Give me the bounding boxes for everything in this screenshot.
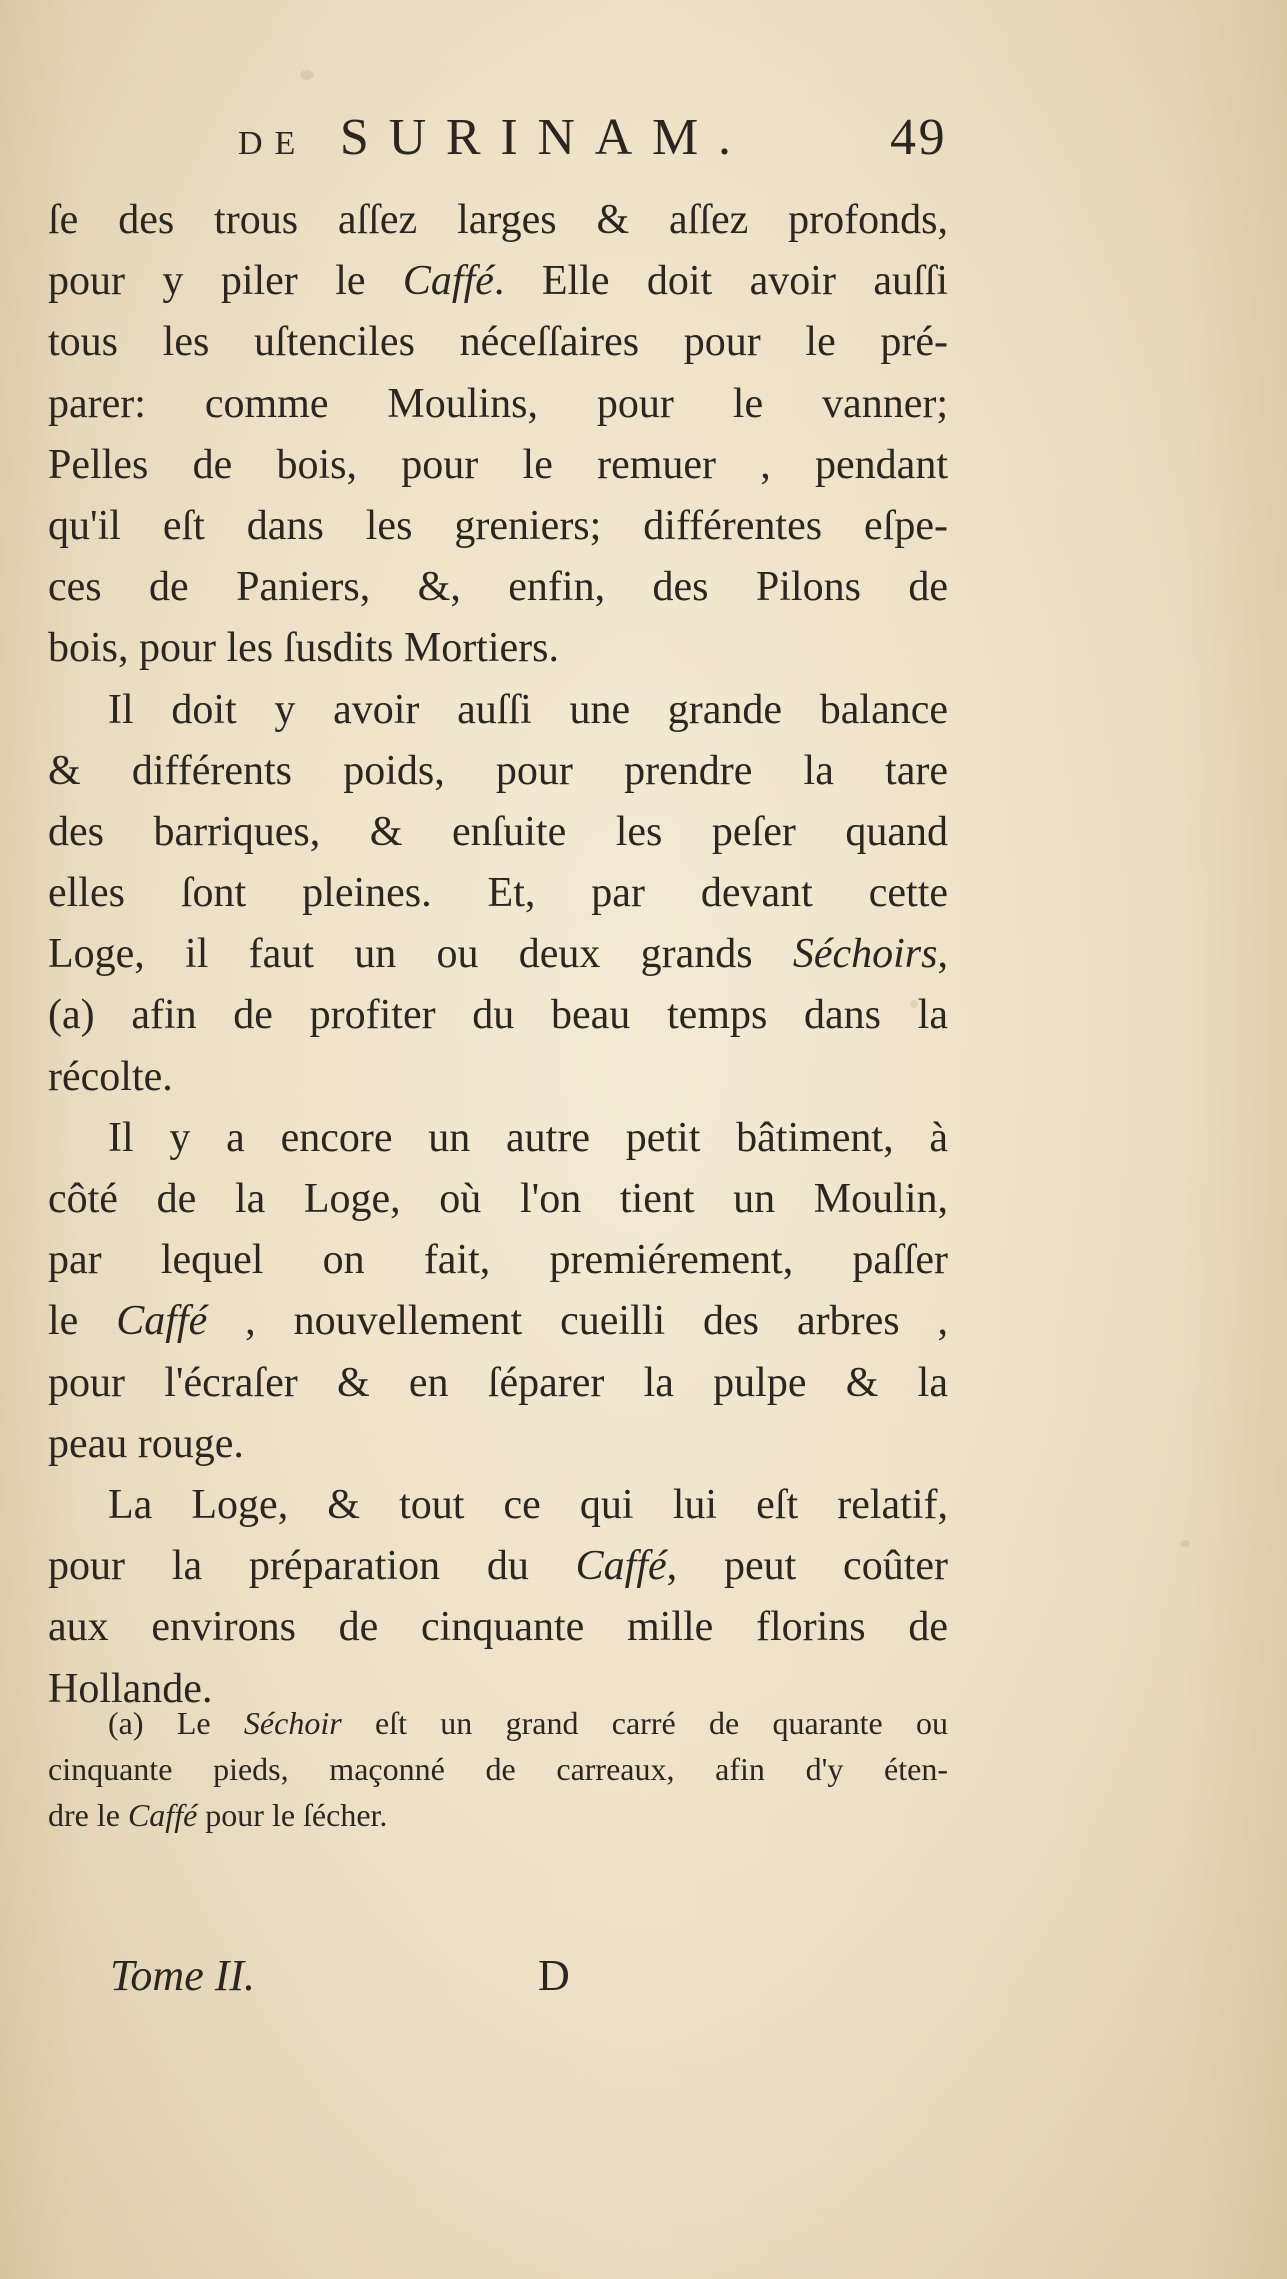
text-line: Il y a encore un autre petit bâtiment, à	[108, 1114, 948, 1161]
text-line: des barriques, & enſuite les peſer quand	[48, 808, 948, 855]
text-line: (a) afin de profiter du beau temps dans la	[48, 992, 948, 1039]
signature-mark: D	[538, 1951, 570, 2000]
footnote	[48, 1700, 948, 1838]
text-line: pour y piler le Caffé. Elle doit avoir auſſi	[48, 258, 948, 305]
footnote-line: (a) Le Séchoir eſt un grand carré de quarante ou	[108, 1705, 949, 1741]
page-number: 49	[890, 109, 948, 166]
text-line: parer: comme Moulins, pour le vanner;	[48, 380, 948, 427]
text-line: côté de la Loge, où l'on tient un Moulin,	[48, 1176, 948, 1222]
running-head-title: SURINAM.	[339, 109, 751, 166]
page-footer	[0, 1950, 1287, 2010]
footnote-line: cinquante pieds, maçonné de carreaux, afin d'y éten-	[48, 1751, 948, 1787]
paper-spot	[300, 70, 314, 80]
running-head	[238, 108, 751, 167]
page-header	[0, 108, 1287, 178]
text-line: & différents poids, pour prendre la tare	[48, 747, 948, 794]
text-line: tous les uſtenciles néceſſaires pour le pré-	[48, 319, 948, 366]
text-line: pour l'écraſer & en ſéparer la pulpe & la	[48, 1359, 948, 1406]
text-line: elles ſont pleines. Et, par devant cette	[48, 870, 948, 917]
text-line: Hollande.	[48, 1665, 213, 1712]
running-head-prefix: DE	[238, 125, 308, 162]
text-line: aux environs de cinquante mille florins de	[48, 1604, 948, 1651]
paper-spot	[1180, 1540, 1190, 1547]
text-line: ſe des trous aſſez larges & aſſez profonds,	[48, 197, 948, 243]
text-line: Il doit y avoir auſſi une grande balance	[108, 686, 948, 733]
text-line: par lequel on fait, premiérement, paſſer	[48, 1237, 948, 1284]
text-line: La Loge, & tout ce qui lui eſt relatif,	[108, 1481, 948, 1528]
text-line: pour la préparation du Caffé, peut coûter	[48, 1543, 948, 1590]
text-line: récolte.	[48, 1053, 173, 1100]
footnote-line: dre le Caffé pour le ſécher.	[48, 1797, 388, 1833]
text-line: qu'il eſt dans les greniers; différentes eſpe-	[48, 502, 948, 549]
text-line: Loge, il faut un ou deux grands Séchoirs,	[48, 931, 948, 978]
text-line: ces de Paniers, &, enfin, des Pilons de	[48, 564, 948, 611]
text-line: peau rouge.	[48, 1420, 244, 1467]
text-line: bois, pour les ſusdits Mortiers.	[48, 625, 559, 672]
body-text	[48, 190, 948, 1720]
volume-label: Tome II.	[110, 1951, 256, 2000]
text-line: Pelles de bois, pour le remuer , pendant	[48, 441, 948, 488]
text-line: le Caffé , nouvellement cueilli des arbres ,	[48, 1298, 948, 1345]
